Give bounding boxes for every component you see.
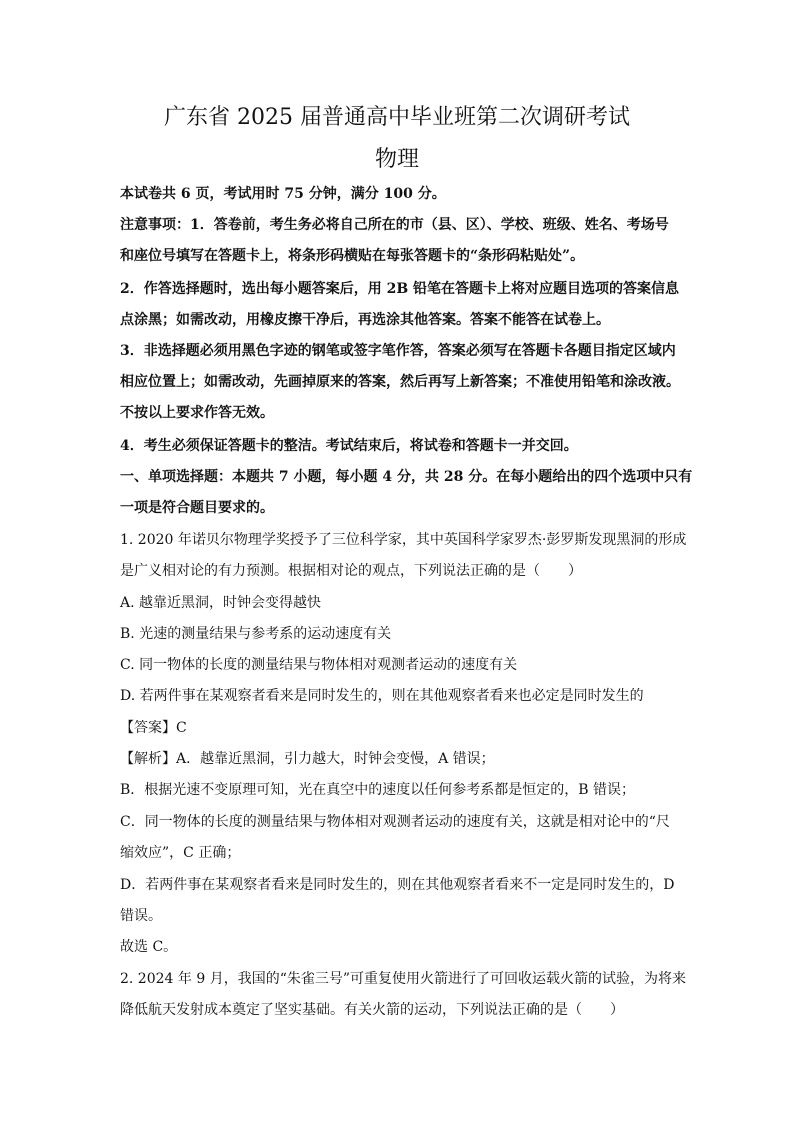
q1-option-d: D. 若两件事在某观察者看来是同时发生的，则在其他观察者看来也必定是同时发生的: [120, 688, 644, 704]
analysis-a-text: A．越靠近黑洞，引力越大，时钟会变慢，A 错误；: [176, 751, 495, 767]
q1-analysis-c1: C．同一物体的长度的测量结果与物体相对观测者运动的速度有关，这就是相对论中的“尺: [120, 814, 670, 830]
exam-subject: 物理: [374, 147, 419, 172]
q1-option-b: B. 光速的测量结果与参考系的运动速度有关: [120, 626, 392, 642]
analysis-label: 【解析】: [120, 751, 176, 767]
exam-intro: 本试卷共 6 页，考试用时 75 分钟，满分 100 分。: [120, 186, 446, 202]
answer-value: C: [176, 720, 187, 736]
notice-3a: 3．非选择题必须用黑色字迹的钢笔或签字笔作答，答案必须写在答题卡各题目指定区域内: [120, 343, 676, 359]
notice-3b: 相应位置上；如需改动，先画掉原来的答案，然后再写上新答案；不准使用铅笔和涂改液。: [120, 374, 680, 390]
q1-option-c: C. 同一物体的长度的测量结果与物体相对观测者运动的速度有关: [120, 657, 518, 673]
q1-analysis-d1: D．若两件事在某观察者看来是同时发生的，则在其他观察者看来不一定是同时发生的，D: [120, 877, 675, 893]
q1-stem-1: 1. 2020 年诺贝尔物理学奖授予了三位科学家，其中英国科学家罗杰·彭罗斯发现黑洞的形成: [120, 532, 687, 548]
notice-4: 4．考生必须保证答题卡的整洁。考试结束后，将试卷和答题卡一并交回。: [120, 438, 578, 454]
q1-answer: [120, 718, 680, 738]
q1-analysis-d2: 错误。: [120, 908, 162, 924]
q2-stem-1: 2. 2024 年 9 月，我国的“朱雀三号”可重复使用火箭进行了可回收运载火箭的试验，为将来: [120, 971, 687, 987]
notice-2b: 点涂黑；如需改动，用橡皮擦干净后，再选涂其他答案。答案不能答在试卷上。: [120, 312, 610, 328]
notice-1b: 和座位号填写在答题卡上，将条形码横贴在每张答题卡的“条形码粘贴处”。: [120, 248, 585, 264]
notice-2a: 2．作答选择题时，选出每小题答案后，用 2B 铅笔在答题卡上将对应题目选项的答案信息: [120, 281, 680, 297]
answer-label: 【答案】: [120, 720, 176, 736]
q1-stem-2: 是广义相对论的有力预测。根据相对论的观点，下列说法正确的是（ ）: [120, 563, 582, 579]
q1-conclusion: 故选 C。: [120, 939, 178, 955]
q1-analysis-c2: 缩效应”，C 正确；: [120, 845, 241, 861]
section-heading-cont: 一项是符合题目要求的。: [120, 500, 274, 516]
exam-title: 广东省 2025 届普通高中毕业班第二次调研考试: [164, 105, 630, 130]
section-heading: 一、单项选择题：本题共 7 小题，每小题 4 分，共 28 分。在每小题给出的四个选项中只有: [120, 469, 693, 485]
notice-3c: 不按以上要求作答无效。: [120, 405, 274, 421]
q1-analysis-b: B．根据光速不变原理可知，光在真空中的速度以任何参考系都是恒定的，B 错误；: [120, 782, 636, 798]
q1-option-a: A. 越靠近黑洞，时钟会变得越快: [120, 595, 322, 611]
q2-stem-2: 降低航天发射成本奠定了坚实基础。有关火箭的运动，下列说法正确的是（ ）: [120, 1002, 624, 1018]
q1-analysis-a: [120, 749, 680, 769]
notice-1a: 注意事项：1．答卷前，考生务必将自己所在的市（县、区）、学校、班级、姓名、考场号: [120, 217, 669, 233]
